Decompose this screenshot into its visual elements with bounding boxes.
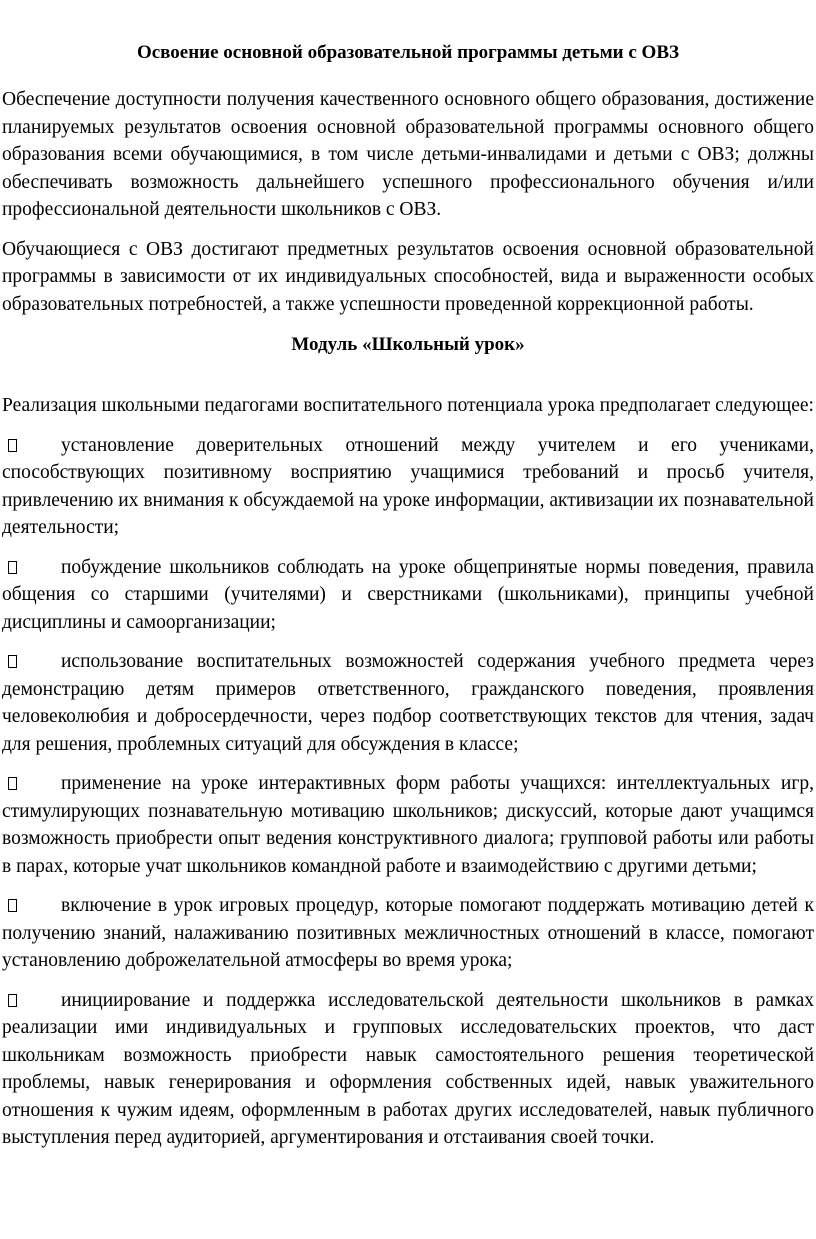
list-item-text: использование воспитательных возможностей содержания учебного предмета через демонстрацию детям примеров ответственного, гражданского поведения, проявления человеколюбия и добросердечности, через подбор соответствующих текстов для чтения, задач для решения, проблемных ситуаций для обсуждения в классе; [2,651,814,755]
list-item-text: установление доверительных отношений между учителем и его учениками, способствующих позитивному восприятию учащимися требований и просьб учителя, привлечению их внимания к обсуждаемой на уроке информации, активизации их познавательной деятельности; [2,434,814,538]
document-title: Освоение основной образовательной программы детьми с ОВЗ [136,42,680,63]
bullet-box-icon [8,439,17,452]
bullet-box-icon [8,899,17,912]
paragraph-results: Обучающиеся с ОВЗ достигают предметных результатов освоения основной образовательной программы в зависимости от их индивидуальных способностей, вида и выраженности особых образовательных потребностей, а также успешности проведенной коррекционной работы. [2,238,814,315]
bullet-box-icon [8,994,17,1007]
bullet-box-icon [8,777,17,790]
list-item-text: применение на уроке интерактивных форм работы учащихся: интеллектуальных игр, стимулирующих познавательную мотивацию школьников; дискуссий, которые дают учащимся возможность приобрести опыт ведения конструктивного диалога; групповой работы или работы в парах, которые учат школьников командной работе и взаимодействию с другими детьми; [2,773,814,877]
list-item-text: побуждение школьников соблюдать на уроке общепринятые нормы поведения, правила общения со старшими (учителями) и сверстниками (школьниками), принципы учебной дисциплины и самоорганизации; [2,556,814,633]
list-item-text: инициирование и поддержка исследовательской деятельности школьников в рамках реализации ими индивидуальных и групповых исследовательских проектов, что даст школьникам возможность приобрести навык самостоятельного решения теоретической проблемы, навык генерирования и оформления собственных идей, навык уважительного отношения к чужим идеям, оформленным в работах других исследователей, навык публичного выступления перед аудиторией, аргументирования и отстаивания своей точки. [2,989,814,1148]
list-item [2,892,814,975]
list-item [2,432,814,542]
paragraph-accessibility: Обеспечение доступности получения качественного основного общего образования, достижение планируемых результатов освоения основной образовательной программы основного общего образования всеми обучающимися, в том числе детьми-инвалидами и детьми с ОВЗ; должны обеспечивать возможность дальнейшего успешного профессионального обучения и/или профессиональной деятельности школьников с ОВЗ. [2,89,814,220]
list-item [2,554,814,637]
module-title: Модуль «Школьный урок» [291,334,525,355]
module-intro: Реализация школьными педагогами воспитательного потенциала урока предполагает следующее: [2,395,814,416]
bullet-box-icon [8,561,17,574]
list-item [2,770,814,880]
list-item [2,648,814,758]
list-item [2,987,814,1152]
list-item-text: включение в урок игровых процедур, которые помогают поддержать мотивацию детей к получению знаний, налаживанию позитивных межличностных отношений в классе, помогают установлению доброжелательной атмосферы во время урока; [2,895,814,971]
bullet-box-icon [8,655,17,668]
